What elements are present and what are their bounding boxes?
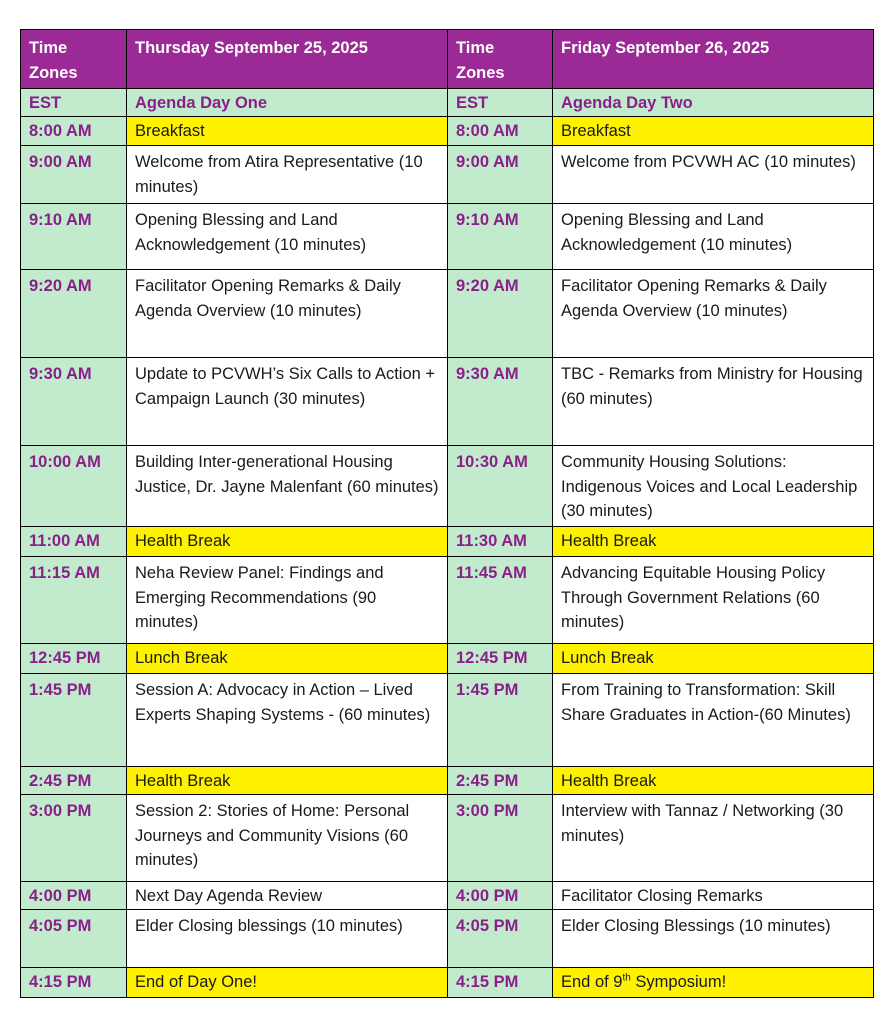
time-cell: 9:20 AM [21, 270, 127, 358]
activity-cell: Building Inter-generational Housing Justice, Dr. Jayne Malenfant (60 minutes) [127, 446, 448, 527]
time-cell: 1:45 PM [448, 674, 553, 767]
end-of-symposium-cell: End of 9th Symposium! [553, 968, 874, 998]
agenda-row [21, 117, 874, 146]
activity-cell: From Training to Transformation: Skill Share Graduates in Action-(60 Minutes) [553, 674, 874, 767]
activity-cell: Neha Review Panel: Findings and Emerging Recommendations (90 minutes) [127, 557, 448, 644]
break-cell: Lunch Break [127, 644, 448, 674]
time-cell: 9:10 AM [21, 204, 127, 270]
break-cell: End of Day One! [127, 968, 448, 998]
time-cell: 9:00 AM [448, 146, 553, 204]
agenda-row [21, 446, 874, 527]
agenda-row [21, 644, 874, 674]
activity-cell: Facilitator Closing Remarks [553, 882, 874, 910]
activity-cell: Welcome from PCVWH AC (10 minutes) [553, 146, 874, 204]
time-cell: 11:15 AM [21, 557, 127, 644]
time-zones-header-2: Time Zones [448, 30, 553, 89]
time-cell: 4:05 PM [448, 910, 553, 968]
agenda-row [21, 527, 874, 557]
break-cell: Breakfast [127, 117, 448, 146]
time-cell: 8:00 AM [448, 117, 553, 146]
activity-cell: Advancing Equitable Housing Policy Through Government Relations (60 minutes) [553, 557, 874, 644]
activity-cell: Next Day Agenda Review [127, 882, 448, 910]
header-row [21, 30, 874, 89]
time-zones-header-1: Time Zones [21, 30, 127, 89]
time-cell: 8:00 AM [21, 117, 127, 146]
time-cell: 1:45 PM [21, 674, 127, 767]
activity-cell: Facilitator Opening Remarks & Daily Agenda Overview (10 minutes) [127, 270, 448, 358]
break-cell: Lunch Break [553, 644, 874, 674]
subheader-row [21, 89, 874, 117]
break-cell: Health Break [127, 527, 448, 557]
agenda-row [21, 882, 874, 910]
activity-cell: Welcome from Atira Representative (10 minutes) [127, 146, 448, 204]
time-cell: 10:00 AM [21, 446, 127, 527]
agenda-row [21, 674, 874, 767]
time-cell: 4:15 PM [21, 968, 127, 998]
day1-label: Agenda Day One [127, 89, 448, 117]
agenda-table [20, 29, 874, 998]
break-cell: Health Break [553, 527, 874, 557]
activity-cell: Opening Blessing and Land Acknowledgement (10 minutes) [127, 204, 448, 270]
tz-label-1: EST [21, 89, 127, 117]
activity-cell: TBC - Remarks from Ministry for Housing (60 minutes) [553, 358, 874, 446]
time-cell: 11:30 AM [448, 527, 553, 557]
break-cell: Health Break [127, 767, 448, 795]
time-cell: 11:45 AM [448, 557, 553, 644]
agenda-row [21, 204, 874, 270]
agenda-row [21, 767, 874, 795]
time-cell: 9:30 AM [448, 358, 553, 446]
time-cell: 9:10 AM [448, 204, 553, 270]
break-cell: Breakfast [553, 117, 874, 146]
time-cell: 3:00 PM [21, 795, 127, 882]
activity-cell: Elder Closing blessings (10 minutes) [127, 910, 448, 968]
time-cell: 4:05 PM [21, 910, 127, 968]
tz-label-2: EST [448, 89, 553, 117]
activity-cell: Community Housing Solutions: Indigenous Voices and Local Leadership (30 minutes) [553, 446, 874, 527]
time-cell: 9:30 AM [21, 358, 127, 446]
activity-cell: Opening Blessing and Land Acknowledgement (10 minutes) [553, 204, 874, 270]
time-cell: 2:45 PM [448, 767, 553, 795]
time-cell: 12:45 PM [21, 644, 127, 674]
day1-title: Thursday September 25, 2025 [127, 30, 448, 89]
time-cell: 9:20 AM [448, 270, 553, 358]
activity-cell: Session A: Advocacy in Action – Lived Experts Shaping Systems - (60 minutes) [127, 674, 448, 767]
day2-title: Friday September 26, 2025 [553, 30, 874, 89]
time-cell: 9:00 AM [21, 146, 127, 204]
activity-cell: Elder Closing Blessings (10 minutes) [553, 910, 874, 968]
agenda-row [21, 910, 874, 968]
time-cell: 12:45 PM [448, 644, 553, 674]
agenda-row [21, 358, 874, 446]
time-cell: 4:15 PM [448, 968, 553, 998]
activity-cell: Interview with Tannaz / Networking (30 minutes) [553, 795, 874, 882]
time-cell: 2:45 PM [21, 767, 127, 795]
time-cell: 11:00 AM [21, 527, 127, 557]
time-cell: 4:00 PM [21, 882, 127, 910]
agenda-row [21, 146, 874, 204]
break-cell: Health Break [553, 767, 874, 795]
time-cell: 3:00 PM [448, 795, 553, 882]
time-cell: 4:00 PM [448, 882, 553, 910]
time-cell: 10:30 AM [448, 446, 553, 527]
agenda-row [21, 557, 874, 644]
day2-label: Agenda Day Two [553, 89, 874, 117]
agenda-row [21, 270, 874, 358]
agenda-row [21, 968, 874, 998]
agenda-row [21, 795, 874, 882]
activity-cell: Update to PCVWH’s Six Calls to Action + Campaign Launch (30 minutes) [127, 358, 448, 446]
activity-cell: Session 2: Stories of Home: Personal Journeys and Community Visions (60 minutes) [127, 795, 448, 882]
activity-cell: Facilitator Opening Remarks & Daily Agenda Overview (10 minutes) [553, 270, 874, 358]
